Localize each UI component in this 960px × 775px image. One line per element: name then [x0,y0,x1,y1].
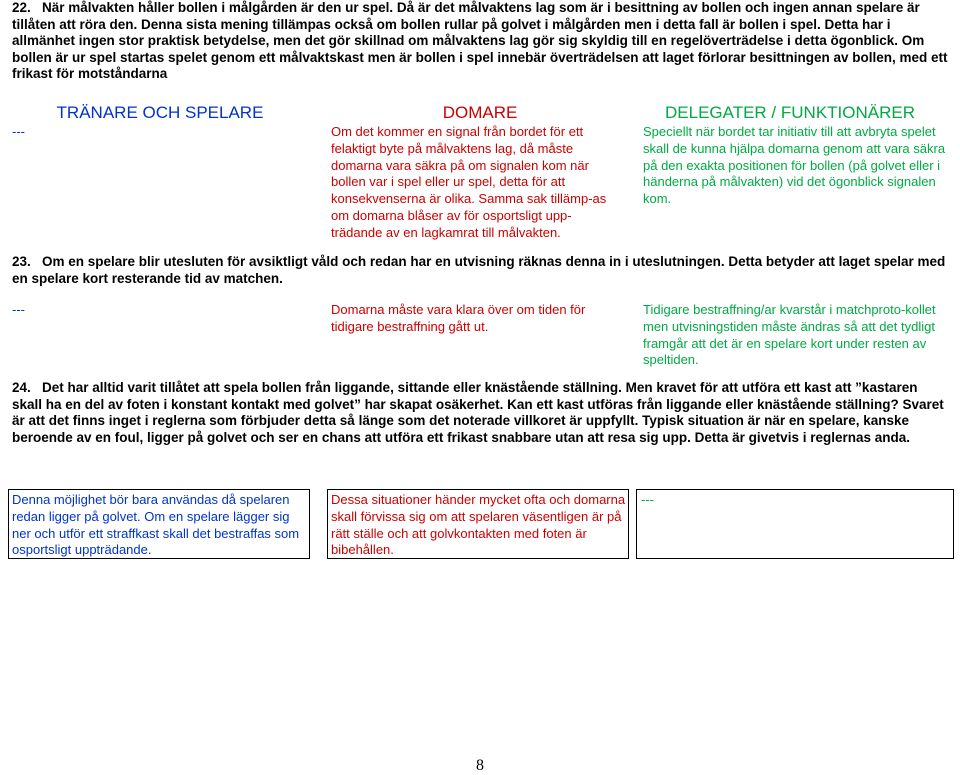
paragraph-text: När målvakten håller bollen i målgården är den ur spel. Då är det målvaktens lag som är i besittning av bollen och ingen annan spelare är tillåten att röra den. Denna sista mening tillämpas också om bollen rullar på golvet i målgården men i detta fall är bollen i spel. Detta har i allmänhet ingen stor praktisk betydelse, men det gör skillnad om målvaktens lag gör sig skyldig till en regelöverträdelse i detta ögonblick. Om bollen är ur spel startas spelet genom ett målvaktskast men är bollen i spel innebär överträdelsen att laget förlorar besittningen av bollen, med ett frikast för motståndarna [12,0,948,81]
table1-delegates-cell: Speciellt när bordet tar initiativ till att avbryta spelet skall de kunna hjälpa domarna genom att vara säkra på den exakta positionen för bollen (på golvet eller i händerna på målvakten) vid det ögonblick signalen kom. [643,124,946,207]
header-referees: DOMARE [442,103,518,122]
table3-referees-box [327,489,629,559]
paragraph-number: 24. [12,380,31,395]
table3-referees-cell: Dessa situationer händer mycket ofta och domarna skall förvissa sig om att spelaren väsentligen är på rätt ställe och att golvkontakten med foten är bibehållen. [331,492,626,558]
paragraph-text: Om en spelare blir utesluten för avsiktligt våld och redan har en utvisning räknas denna in i uteslutningen. Detta betyder att laget spelar med en spelare kort resterande tid av matchen. [12,254,946,286]
table3-coaches-cell: Denna möjlighet bör bara användas då spelaren redan ligger på golvet. Om en spelare lägger sig ner och utför ett straffkast skall det bestraffas som osportsligt uppträdande. [12,492,300,558]
table3-delegates-cell: --- [641,492,654,507]
paragraph-number: 23. [12,254,31,269]
paragraph-22 [12,0,950,83]
table3-delegates-box [636,489,954,559]
table2-referees-cell: Domarna måste vara klara över om tiden för tidigare bestraffning gått ut. [331,302,586,334]
table2-delegates-cell: Tidigare bestraffning/ar kvarstår i matchproto-kollet men utvisningstiden måste ändras så att det tydligt framgår att det är en spelare kort under resten av speltiden. [643,302,936,368]
page-number: 8 [476,757,484,774]
paragraph-number: 22. [12,0,31,15]
paragraph-23 [12,254,950,287]
header-coaches: TRÄNARE OCH SPELARE [56,103,264,122]
table1-coaches-cell: --- [12,124,25,139]
table3-coaches-box [8,489,310,559]
paragraph-24 [12,380,950,446]
table2-coaches-cell: --- [12,302,25,317]
paragraph-text: Det har alltid varit tillåtet att spela bollen från liggande, sittande eller knästående ställning. Men kravet för att utföra ett kast att ”kastaren skall ha en del av foten i konstant kontakt med golvet” har skapat osäkerhet. Kan ett kast utföras från liggande eller knästående ställning? Svaret är att det finns inget i reglerna som förbjuder detta så länge som det noterade villkoret är uppfyllt. Typisk situation är när en spelare, kanske beroende av en foul, ligger på golvet och ser en chans att utföra ett frikast snabbare utan att resa sig upp. Detta är givetvis i reglernas anda. [12,380,944,445]
header-delegates: DELEGATER / FUNKTIONÄRER [665,103,915,122]
table1-referees-cell: Om det kommer en signal från bordet för ett felaktigt byte på målvaktens lag, då måste domarna vara säkra på om signalen kom när bollen var i spel eller ur spel, detta för att konsekvenserna är olika. Samma sak tillämp-as om domarna blåser av för osportsligt upp-trädande av en lagkamrat till målvakten. [331,124,607,240]
